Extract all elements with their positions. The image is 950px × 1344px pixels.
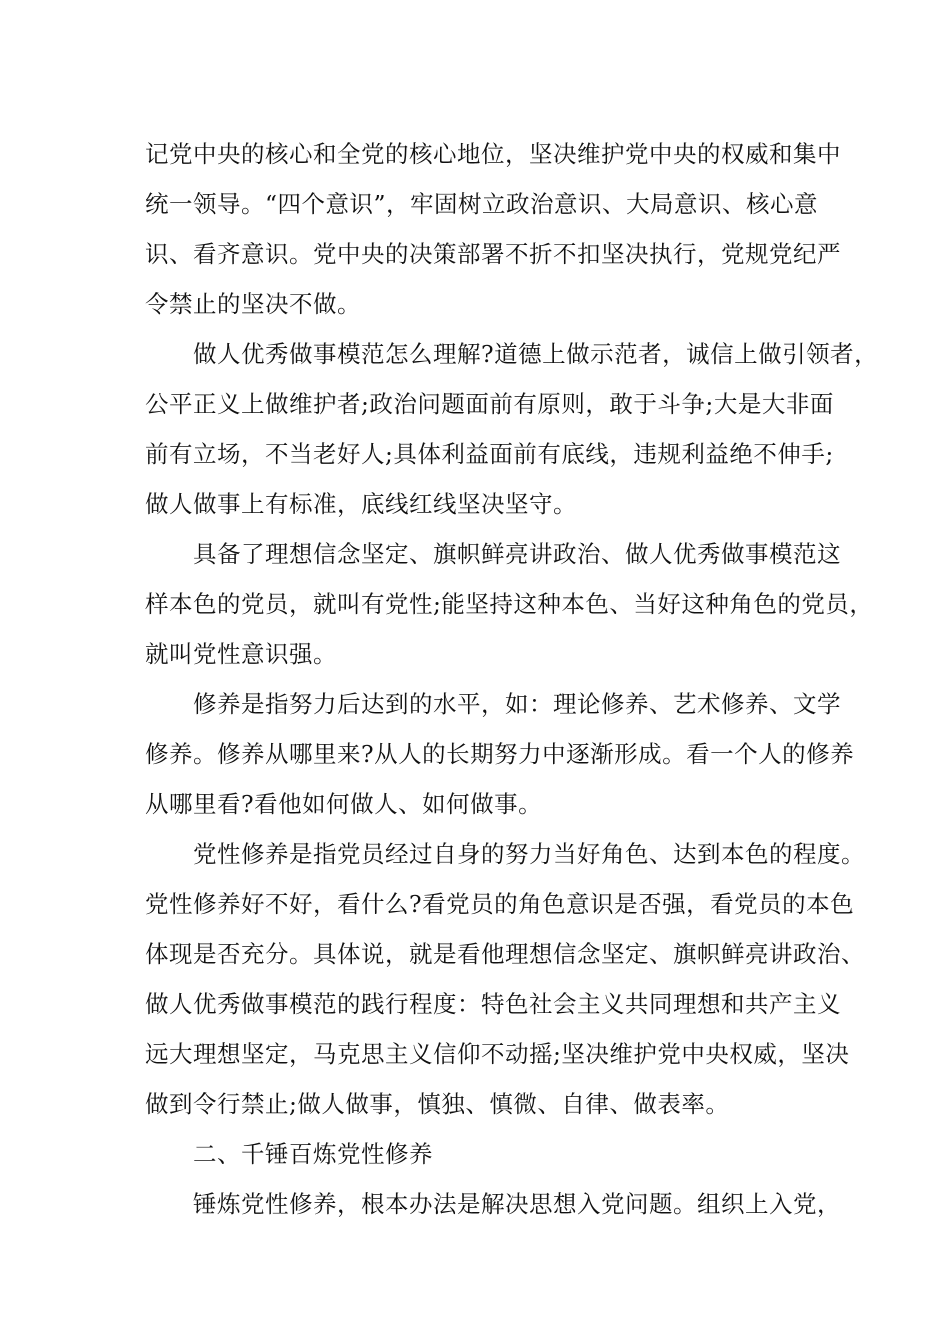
paragraph — [145, 1179, 841, 1229]
paragraph — [145, 679, 855, 829]
document-body — [145, 129, 879, 1229]
text-line: 锤炼党性修养，根本办法是解决思想入党问题。组织上入党， — [145, 1190, 841, 1218]
text-line: 公平正义上做维护者;政治问题面前有原则，敢于斗争;大是大非面 — [145, 390, 834, 418]
text-line: 修养是指努力后达到的水平，如：理论修养、艺术修养、文学 — [145, 690, 841, 718]
text-line: 做到令行禁止;做人做事，慎独、慎微、自律、做表率。 — [145, 1090, 730, 1118]
text-line: 令禁止的坚决不做。 — [145, 290, 361, 318]
text-line: 具备了理想信念坚定、旗帜鲜亮讲政治、做人优秀做事模范这 — [145, 540, 841, 568]
text-line: 统一领导。“四个意识”，牢固树立政治意识、大局意识、核心意 — [145, 190, 819, 218]
text-line: 党性修养好不好，看什么?看党员的角色意识是否强，看党员的本色 — [145, 890, 855, 918]
text-line: 修养。修养从哪里来?从人的长期努力中逐渐形成。看一个人的修养 — [145, 740, 855, 768]
paragraph — [145, 329, 879, 529]
text-line: 从哪里看?看他如何做人、如何做事。 — [145, 790, 543, 818]
text-line: 样本色的党员，就叫有党性;能坚持这种本色、当好这种角色的党员， — [145, 590, 874, 618]
heading-line: 二、千锤百炼党性修养 — [145, 1140, 433, 1168]
paragraph — [145, 529, 874, 679]
paragraph — [145, 829, 865, 1129]
text-line: 识、看齐意识。党中央的决策部署不折不扣坚决执行，党规党纪严 — [145, 240, 841, 268]
text-line: 党性修养是指党员经过自身的努力当好角色、达到本色的程度。 — [145, 840, 865, 868]
text-line: 记党中央的核心和全党的核心地位，坚决维护党中央的权威和集中 — [145, 140, 841, 168]
text-line: 做人优秀做事模范怎么理解?道德上做示范者，诚信上做引领者， — [145, 340, 879, 368]
text-line: 做人做事上有标准，底线红线坚决坚守。 — [145, 490, 577, 518]
text-line: 前有立场，不当老好人;具体利益面前有底线，违规利益绝不伸手; — [145, 440, 834, 468]
text-line: 就叫党性意识强。 — [145, 640, 337, 668]
text-line: 体现是否充分。具体说，就是看他理想信念坚定、旗帜鲜亮讲政治、 — [145, 940, 865, 968]
text-line: 做人优秀做事模范的践行程度：特色社会主义共同理想和共产主义 — [145, 990, 841, 1018]
paragraph — [145, 129, 841, 329]
section-heading — [145, 1129, 835, 1179]
text-line: 远大理想坚定，马克思主义信仰不动摇;坚决维护党中央权威，坚决 — [145, 1040, 850, 1068]
